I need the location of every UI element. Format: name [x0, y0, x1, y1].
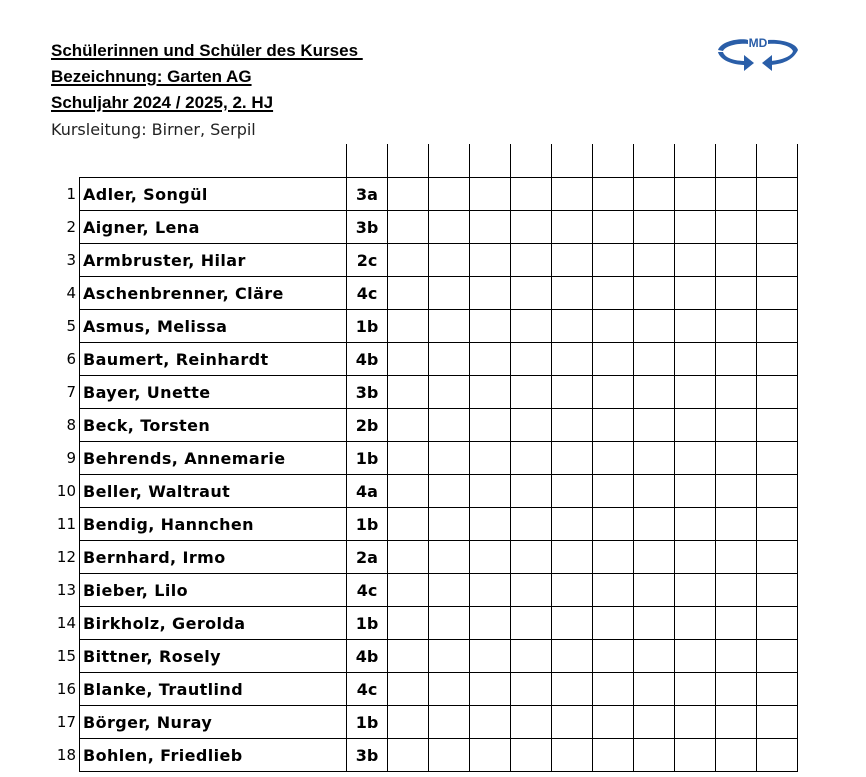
attendance-cell[interactable] [716, 508, 757, 541]
attendance-cell[interactable] [675, 244, 716, 277]
attendance-cell [470, 144, 511, 178]
attendance-cell[interactable] [634, 211, 675, 244]
attendance-cell[interactable] [593, 442, 634, 475]
student-class: 1b [347, 508, 388, 541]
attendance-cell[interactable] [470, 673, 511, 706]
attendance-cell[interactable] [757, 211, 798, 244]
attendance-cell[interactable] [634, 376, 675, 409]
attendance-cell[interactable] [757, 343, 798, 376]
attendance-cell[interactable] [388, 409, 429, 442]
attendance-cell[interactable] [470, 244, 511, 277]
table-row [49, 409, 798, 442]
attendance-cell[interactable] [552, 574, 593, 607]
attendance-cell[interactable] [552, 178, 593, 211]
attendance-cell[interactable] [593, 475, 634, 508]
attendance-cell[interactable] [593, 673, 634, 706]
attendance-cell[interactable] [429, 442, 470, 475]
attendance-cell[interactable] [757, 277, 798, 310]
attendance-cell[interactable] [429, 508, 470, 541]
row-number: 2 [66, 218, 76, 236]
attendance-cell[interactable] [511, 376, 552, 409]
attendance-cell[interactable] [388, 244, 429, 277]
attendance-cell[interactable] [511, 673, 552, 706]
attendance-cell [634, 144, 675, 178]
attendance-cell[interactable] [675, 343, 716, 376]
table-row [49, 376, 798, 409]
row-number: 11 [56, 515, 76, 533]
attendance-cell[interactable] [470, 607, 511, 640]
student-name: Armbruster, Hilar [80, 244, 347, 277]
table-row [49, 541, 798, 574]
student-name: Bernhard, Irmo [80, 541, 347, 574]
attendance-cell[interactable] [675, 409, 716, 442]
attendance-cell[interactable] [552, 673, 593, 706]
attendance-cell[interactable] [757, 508, 798, 541]
attendance-cell[interactable] [429, 541, 470, 574]
attendance-cell[interactable] [634, 541, 675, 574]
student-class: 4c [347, 673, 388, 706]
class-cell [347, 144, 388, 178]
attendance-cell[interactable] [470, 178, 511, 211]
attendance-cell[interactable] [757, 640, 798, 673]
table-row [49, 607, 798, 640]
student-name-cell [80, 144, 347, 178]
attendance-cell[interactable] [716, 475, 757, 508]
attendance-cell[interactable] [511, 475, 552, 508]
student-roster-table [49, 144, 798, 772]
attendance-cell[interactable] [593, 508, 634, 541]
attendance-cell[interactable] [470, 277, 511, 310]
attendance-cell[interactable] [675, 706, 716, 739]
attendance-cell[interactable] [388, 277, 429, 310]
attendance-cell[interactable] [470, 409, 511, 442]
attendance-cell[interactable] [716, 442, 757, 475]
attendance-cell[interactable] [388, 574, 429, 607]
attendance-cell[interactable] [757, 244, 798, 277]
attendance-cell[interactable] [675, 178, 716, 211]
row-number: 6 [66, 350, 76, 368]
student-class: 4a [347, 475, 388, 508]
attendance-cell[interactable] [593, 409, 634, 442]
attendance-cell [429, 144, 470, 178]
attendance-cell[interactable] [552, 739, 593, 772]
attendance-cell[interactable] [388, 310, 429, 343]
table-row [49, 706, 798, 739]
attendance-cell[interactable] [716, 541, 757, 574]
attendance-cell[interactable] [429, 178, 470, 211]
table-row [49, 673, 798, 706]
table-row [49, 178, 798, 211]
table-row [49, 310, 798, 343]
attendance-cell[interactable] [511, 574, 552, 607]
attendance-cell[interactable] [429, 211, 470, 244]
attendance-cell[interactable] [429, 706, 470, 739]
attendance-cell[interactable] [757, 673, 798, 706]
attendance-cell [388, 144, 429, 178]
student-class: 3b [347, 211, 388, 244]
row-number: 9 [66, 449, 76, 467]
header-school-year: Schuljahr 2024 / 2025, 2. HJ [51, 93, 274, 112]
attendance-cell[interactable] [716, 409, 757, 442]
attendance-cell[interactable] [757, 442, 798, 475]
attendance-cell[interactable] [552, 508, 593, 541]
attendance-cell[interactable] [429, 376, 470, 409]
student-class: 2c [347, 244, 388, 277]
attendance-cell [675, 144, 716, 178]
student-name: Bendig, Hannchen [80, 508, 347, 541]
attendance-cell[interactable] [470, 541, 511, 574]
student-class: 2b [347, 409, 388, 442]
attendance-cell[interactable] [675, 541, 716, 574]
attendance-cell[interactable] [511, 178, 552, 211]
table-row [49, 244, 798, 277]
row-number: 5 [66, 317, 76, 335]
row-number: 17 [56, 713, 76, 731]
student-class: 3b [347, 739, 388, 772]
student-name: Bayer, Unette [80, 376, 347, 409]
student-class: 4b [347, 343, 388, 376]
attendance-cell[interactable] [593, 640, 634, 673]
attendance-cell[interactable] [429, 409, 470, 442]
attendance-cell[interactable] [675, 607, 716, 640]
attendance-cell [511, 144, 552, 178]
student-name: Beller, Waltraut [80, 475, 347, 508]
attendance-cell[interactable] [388, 178, 429, 211]
attendance-cell[interactable] [675, 475, 716, 508]
attendance-cell[interactable] [757, 574, 798, 607]
row-number: 4 [66, 284, 76, 302]
attendance-cell[interactable] [593, 178, 634, 211]
attendance-cell[interactable] [757, 607, 798, 640]
attendance-cell[interactable] [716, 640, 757, 673]
row-number-cell [49, 144, 80, 178]
attendance-cell[interactable] [552, 607, 593, 640]
attendance-cell[interactable] [675, 442, 716, 475]
student-class: 4b [347, 640, 388, 673]
attendance-cell[interactable] [634, 409, 675, 442]
attendance-cell[interactable] [634, 310, 675, 343]
attendance-cell[interactable] [593, 574, 634, 607]
student-class: 3a [347, 178, 388, 211]
header-title: Schülerinnen und Schüler des Kurses [51, 41, 363, 60]
attendance-cell[interactable] [675, 574, 716, 607]
attendance-cell[interactable] [593, 607, 634, 640]
attendance-cell[interactable] [634, 442, 675, 475]
attendance-cell[interactable] [429, 607, 470, 640]
attendance-cell [716, 144, 757, 178]
header-course-name: Bezeichnung: Garten AG [51, 67, 252, 86]
attendance-cell[interactable] [388, 475, 429, 508]
row-number: 16 [56, 680, 76, 698]
attendance-cell[interactable] [716, 376, 757, 409]
attendance-cell[interactable] [716, 211, 757, 244]
attendance-cell[interactable] [511, 640, 552, 673]
attendance-cell[interactable] [634, 475, 675, 508]
student-name: Bieber, Lilo [80, 574, 347, 607]
attendance-cell[interactable] [757, 541, 798, 574]
attendance-cell[interactable] [634, 640, 675, 673]
attendance-cell[interactable] [634, 508, 675, 541]
attendance-cell[interactable] [634, 244, 675, 277]
table-row [49, 475, 798, 508]
attendance-cell[interactable] [757, 409, 798, 442]
attendance-cell[interactable] [593, 244, 634, 277]
attendance-cell[interactable] [470, 475, 511, 508]
table-row [49, 640, 798, 673]
attendance-cell[interactable] [757, 475, 798, 508]
attendance-cell[interactable] [470, 574, 511, 607]
row-number: 18 [56, 746, 76, 764]
attendance-cell[interactable] [757, 739, 798, 772]
attendance-cell[interactable] [552, 706, 593, 739]
student-class: 1b [347, 607, 388, 640]
attendance-cell[interactable] [593, 211, 634, 244]
student-class: 4c [347, 574, 388, 607]
attendance-cell[interactable] [388, 376, 429, 409]
attendance-cell[interactable] [470, 310, 511, 343]
attendance-cell[interactable] [552, 376, 593, 409]
attendance-cell[interactable] [716, 739, 757, 772]
attendance-cell[interactable] [388, 739, 429, 772]
student-name: Börger, Nuray [80, 706, 347, 739]
attendance-cell[interactable] [552, 541, 593, 574]
attendance-cell[interactable] [470, 508, 511, 541]
row-number: 13 [56, 581, 76, 599]
attendance-cell[interactable] [429, 310, 470, 343]
table-row [49, 574, 798, 607]
attendance-cell[interactable] [429, 244, 470, 277]
table-row [49, 508, 798, 541]
attendance-cell[interactable] [429, 574, 470, 607]
attendance-cell[interactable] [675, 508, 716, 541]
attendance-cell[interactable] [511, 541, 552, 574]
student-class: 1b [347, 310, 388, 343]
attendance-cell[interactable] [675, 211, 716, 244]
attendance-cell[interactable] [429, 739, 470, 772]
attendance-cell[interactable] [757, 376, 798, 409]
document-header [51, 38, 363, 141]
attendance-cell[interactable] [716, 673, 757, 706]
attendance-cell[interactable] [757, 310, 798, 343]
student-name: Aschenbrenner, Cläre [80, 277, 347, 310]
attendance-cell[interactable] [634, 706, 675, 739]
attendance-cell[interactable] [716, 310, 757, 343]
row-number: 14 [56, 614, 76, 632]
row-number: 1 [66, 185, 76, 203]
row-number: 12 [56, 548, 76, 566]
attendance-cell[interactable] [511, 244, 552, 277]
attendance-cell[interactable] [757, 178, 798, 211]
student-name: Aigner, Lena [80, 211, 347, 244]
student-class: 1b [347, 706, 388, 739]
attendance-cell[interactable] [429, 640, 470, 673]
attendance-cell[interactable] [470, 739, 511, 772]
attendance-cell[interactable] [552, 640, 593, 673]
attendance-cell[interactable] [388, 673, 429, 706]
attendance-cell[interactable] [511, 310, 552, 343]
attendance-cell[interactable] [552, 277, 593, 310]
attendance-cell[interactable] [552, 475, 593, 508]
attendance-cell[interactable] [388, 343, 429, 376]
attendance-cell[interactable] [511, 343, 552, 376]
attendance-cell[interactable] [470, 376, 511, 409]
attendance-cell[interactable] [388, 640, 429, 673]
student-name: Blanke, Trautlind [80, 673, 347, 706]
attendance-cell[interactable] [429, 277, 470, 310]
table-row [49, 442, 798, 475]
attendance-cell[interactable] [757, 706, 798, 739]
row-number: 7 [66, 383, 76, 401]
student-name: Bohlen, Friedlieb [80, 739, 347, 772]
attendance-cell[interactable] [716, 706, 757, 739]
attendance-cell[interactable] [511, 277, 552, 310]
attendance-cell[interactable] [716, 574, 757, 607]
attendance-cell[interactable] [675, 673, 716, 706]
attendance-cell[interactable] [511, 442, 552, 475]
attendance-cell[interactable] [675, 640, 716, 673]
attendance-cell[interactable] [388, 211, 429, 244]
student-name: Asmus, Melissa [80, 310, 347, 343]
table-row [49, 277, 798, 310]
table-row [49, 739, 798, 772]
header-course-leader: Kursleitung: Birner, Serpil [51, 120, 256, 139]
attendance-cell[interactable] [634, 673, 675, 706]
attendance-cell[interactable] [470, 211, 511, 244]
attendance-cell[interactable] [675, 376, 716, 409]
student-class: 3b [347, 376, 388, 409]
attendance-cell[interactable] [593, 277, 634, 310]
md-logo [716, 34, 800, 72]
row-number: 8 [66, 416, 76, 434]
attendance-cell[interactable] [593, 310, 634, 343]
attendance-cell[interactable] [634, 178, 675, 211]
table-row [49, 211, 798, 244]
attendance-cell[interactable] [470, 442, 511, 475]
attendance-cell [552, 144, 593, 178]
student-class: 4c [347, 277, 388, 310]
attendance-cell[interactable] [511, 409, 552, 442]
student-name: Beck, Torsten [80, 409, 347, 442]
attendance-cell[interactable] [593, 739, 634, 772]
attendance-cell[interactable] [593, 706, 634, 739]
attendance-cell[interactable] [675, 277, 716, 310]
student-name: Birkholz, Gerolda [80, 607, 347, 640]
student-name: Adler, Songül [80, 178, 347, 211]
attendance-cell[interactable] [552, 409, 593, 442]
attendance-cell[interactable] [716, 343, 757, 376]
attendance-cell[interactable] [593, 541, 634, 574]
table-row [49, 343, 798, 376]
attendance-cell[interactable] [470, 706, 511, 739]
attendance-cell[interactable] [511, 211, 552, 244]
attendance-cell[interactable] [675, 739, 716, 772]
attendance-cell[interactable] [593, 343, 634, 376]
logo-text: MD [748, 36, 768, 50]
attendance-cell[interactable] [511, 508, 552, 541]
attendance-cell[interactable] [593, 376, 634, 409]
attendance-cell[interactable] [716, 178, 757, 211]
attendance-cell[interactable] [716, 607, 757, 640]
attendance-cell[interactable] [716, 244, 757, 277]
attendance-cell[interactable] [634, 574, 675, 607]
attendance-cell[interactable] [511, 607, 552, 640]
attendance-cell[interactable] [634, 343, 675, 376]
row-number: 10 [56, 482, 76, 500]
row-number: 15 [56, 647, 76, 665]
student-name: Bittner, Rosely [80, 640, 347, 673]
student-class: 2a [347, 541, 388, 574]
attendance-cell[interactable] [552, 343, 593, 376]
attendance-cell[interactable] [552, 244, 593, 277]
attendance-cell[interactable] [388, 508, 429, 541]
attendance-cell [757, 144, 798, 178]
attendance-cell[interactable] [388, 541, 429, 574]
row-number: 3 [66, 251, 76, 269]
attendance-cell[interactable] [552, 310, 593, 343]
attendance-cell[interactable] [716, 277, 757, 310]
attendance-cell[interactable] [634, 739, 675, 772]
attendance-cell[interactable] [429, 673, 470, 706]
attendance-cell[interactable] [470, 640, 511, 673]
attendance-cell[interactable] [388, 442, 429, 475]
attendance-cell[interactable] [552, 211, 593, 244]
attendance-cell[interactable] [675, 310, 716, 343]
attendance-cell[interactable] [511, 706, 552, 739]
attendance-cell[interactable] [388, 607, 429, 640]
attendance-cell [593, 144, 634, 178]
student-name: Baumert, Reinhardt [80, 343, 347, 376]
attendance-cell[interactable] [388, 706, 429, 739]
attendance-cell[interactable] [634, 277, 675, 310]
roster-header-row [49, 144, 798, 178]
attendance-cell[interactable] [552, 442, 593, 475]
attendance-cell[interactable] [634, 607, 675, 640]
student-name: Behrends, Annemarie [80, 442, 347, 475]
student-class: 1b [347, 442, 388, 475]
attendance-cell[interactable] [470, 343, 511, 376]
attendance-cell[interactable] [429, 475, 470, 508]
attendance-cell[interactable] [429, 343, 470, 376]
attendance-cell[interactable] [511, 739, 552, 772]
